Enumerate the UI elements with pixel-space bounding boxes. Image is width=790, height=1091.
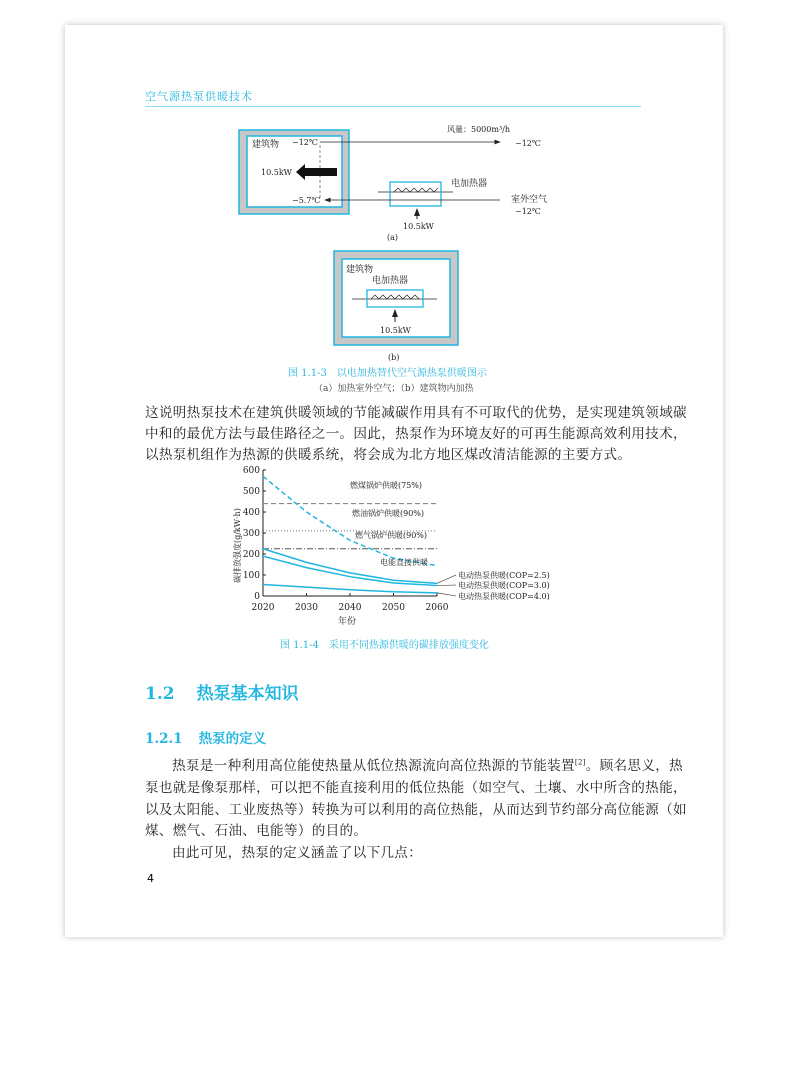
building-label: 建筑物 (346, 265, 374, 275)
paragraph-line: 中和的最优方法与最佳路径之一。因此，热泵作为环境友好的可再生能源高效利用技术， (145, 426, 687, 442)
subfigure-label-a: (a) (387, 233, 399, 242)
heater-power-label: 10.5kW (380, 326, 411, 335)
leader-line (437, 593, 456, 596)
subsection-heading (145, 727, 266, 747)
carbon-intensity-chart (0, 450, 790, 640)
y-tick-label: 0 (254, 592, 260, 602)
x-tick-label: 2060 (425, 603, 449, 613)
heater-power-label: 10.5kW (403, 222, 434, 231)
heat-delivered-label: 10.5kW (261, 168, 292, 177)
series-label: 电动热泵供暖(COP=2.5) (458, 571, 550, 580)
figure-subcaption: （a）加热室外空气；（b）建筑物内加热 (314, 384, 474, 394)
series-label: 电动热泵供暖(COP=4.0) (458, 592, 550, 601)
text: 。顾名思义，热 (585, 758, 684, 774)
x-axis-label: 年份 (338, 617, 357, 627)
series-label: 电动热泵供暖(COP=3.0) (458, 581, 550, 590)
series-line (263, 584, 437, 592)
series-label: 燃气锅炉供暖(90%) (355, 531, 428, 540)
paragraph-line: 由此可见，热泵的定义涵盖了以下几点： (172, 845, 423, 861)
diagram-a (239, 124, 547, 242)
citation[interactable]: [2] (574, 758, 586, 767)
heater-coil-icon (394, 188, 438, 192)
leader-line (437, 575, 456, 583)
y-tick-label: 400 (242, 508, 260, 518)
subsection-title: 热泵的定义 (198, 731, 267, 747)
subfigure-label-b: (b) (388, 353, 400, 362)
paragraph-line: 以及太阳能、工业废热等）转换为可以利用的高位热能，从而达到节约部分高位能源（如 (145, 802, 687, 818)
airflow-label: 风量：5000m³/h (447, 125, 510, 134)
heater-label: 电加热器 (372, 276, 409, 286)
y-tick-label: 100 (242, 571, 260, 581)
y-tick-label: 500 (242, 487, 260, 497)
paragraph-line (145, 754, 684, 774)
outdoor-temp-label: −12℃ (515, 207, 541, 216)
subsection-number: 1.2.1 (145, 731, 183, 747)
series-label: 燃煤锅炉供暖(75%) (350, 481, 423, 490)
leader-line (437, 585, 456, 586)
running-header: 空气源热泵供暖技术 (145, 90, 253, 103)
paragraph-line: 泵也就是像泵那样，可以把不能直接利用的低位热能（如空气、土壤、水中所含的热能， (145, 780, 687, 796)
x-tick-label: 2030 (295, 603, 318, 613)
paragraph-line: 煤、燃气、石油、电能等）的目的。 (145, 823, 368, 839)
series-label: 电能直接供暖 (380, 558, 428, 567)
supply-temp-label: −5.7℃ (292, 196, 321, 205)
diagram-b (334, 251, 458, 362)
exhaust-temp-inside: −12℃ (292, 138, 318, 147)
figure-1-1-3-diagram (0, 0, 790, 400)
y-tick-label: 200 (242, 550, 260, 560)
x-tick-label: 2040 (338, 603, 362, 613)
text: 热泵是一种利用高位能使热量从低位热源流向高位热源的节能装置 (172, 758, 575, 774)
series-label: 燃油锅炉供暖(90%) (352, 509, 425, 518)
exhaust-temp-outside: −12℃ (515, 139, 541, 148)
heater-label: 电加热器 (451, 179, 488, 189)
x-tick-label: 2020 (251, 603, 275, 613)
paragraph-line: 以热泵机组作为热源的供暖系统，将会成为北方地区煤改清洁能源的主要方式。 (145, 447, 632, 463)
building-label: 建筑物 (252, 140, 280, 150)
heater-box (390, 182, 441, 206)
x-tick-label: 2050 (382, 603, 405, 613)
section-heading (145, 679, 299, 704)
chart-caption: 图 1.1-4 采用不同热源供暖的碳排放强度变化 (280, 640, 489, 651)
section-title: 热泵基本知识 (196, 684, 299, 704)
section-number: 1.2 (145, 684, 175, 704)
y-axis-label: 碳排放强度(g/kW·h) (233, 508, 242, 583)
y-tick-label: 600 (242, 466, 260, 476)
page-number: 4 (147, 872, 154, 885)
paragraph-line: 这说明热泵技术在建筑供暖领域的节能减碳作用具有不可取代的优势，是实现建筑领域碳 (145, 405, 687, 421)
figure-caption: 图 1.1-3 以电加热替代空气源热泵供暖图示 (288, 368, 487, 379)
y-tick-label: 300 (242, 529, 260, 539)
outdoor-air-label: 室外空气 (511, 195, 548, 205)
